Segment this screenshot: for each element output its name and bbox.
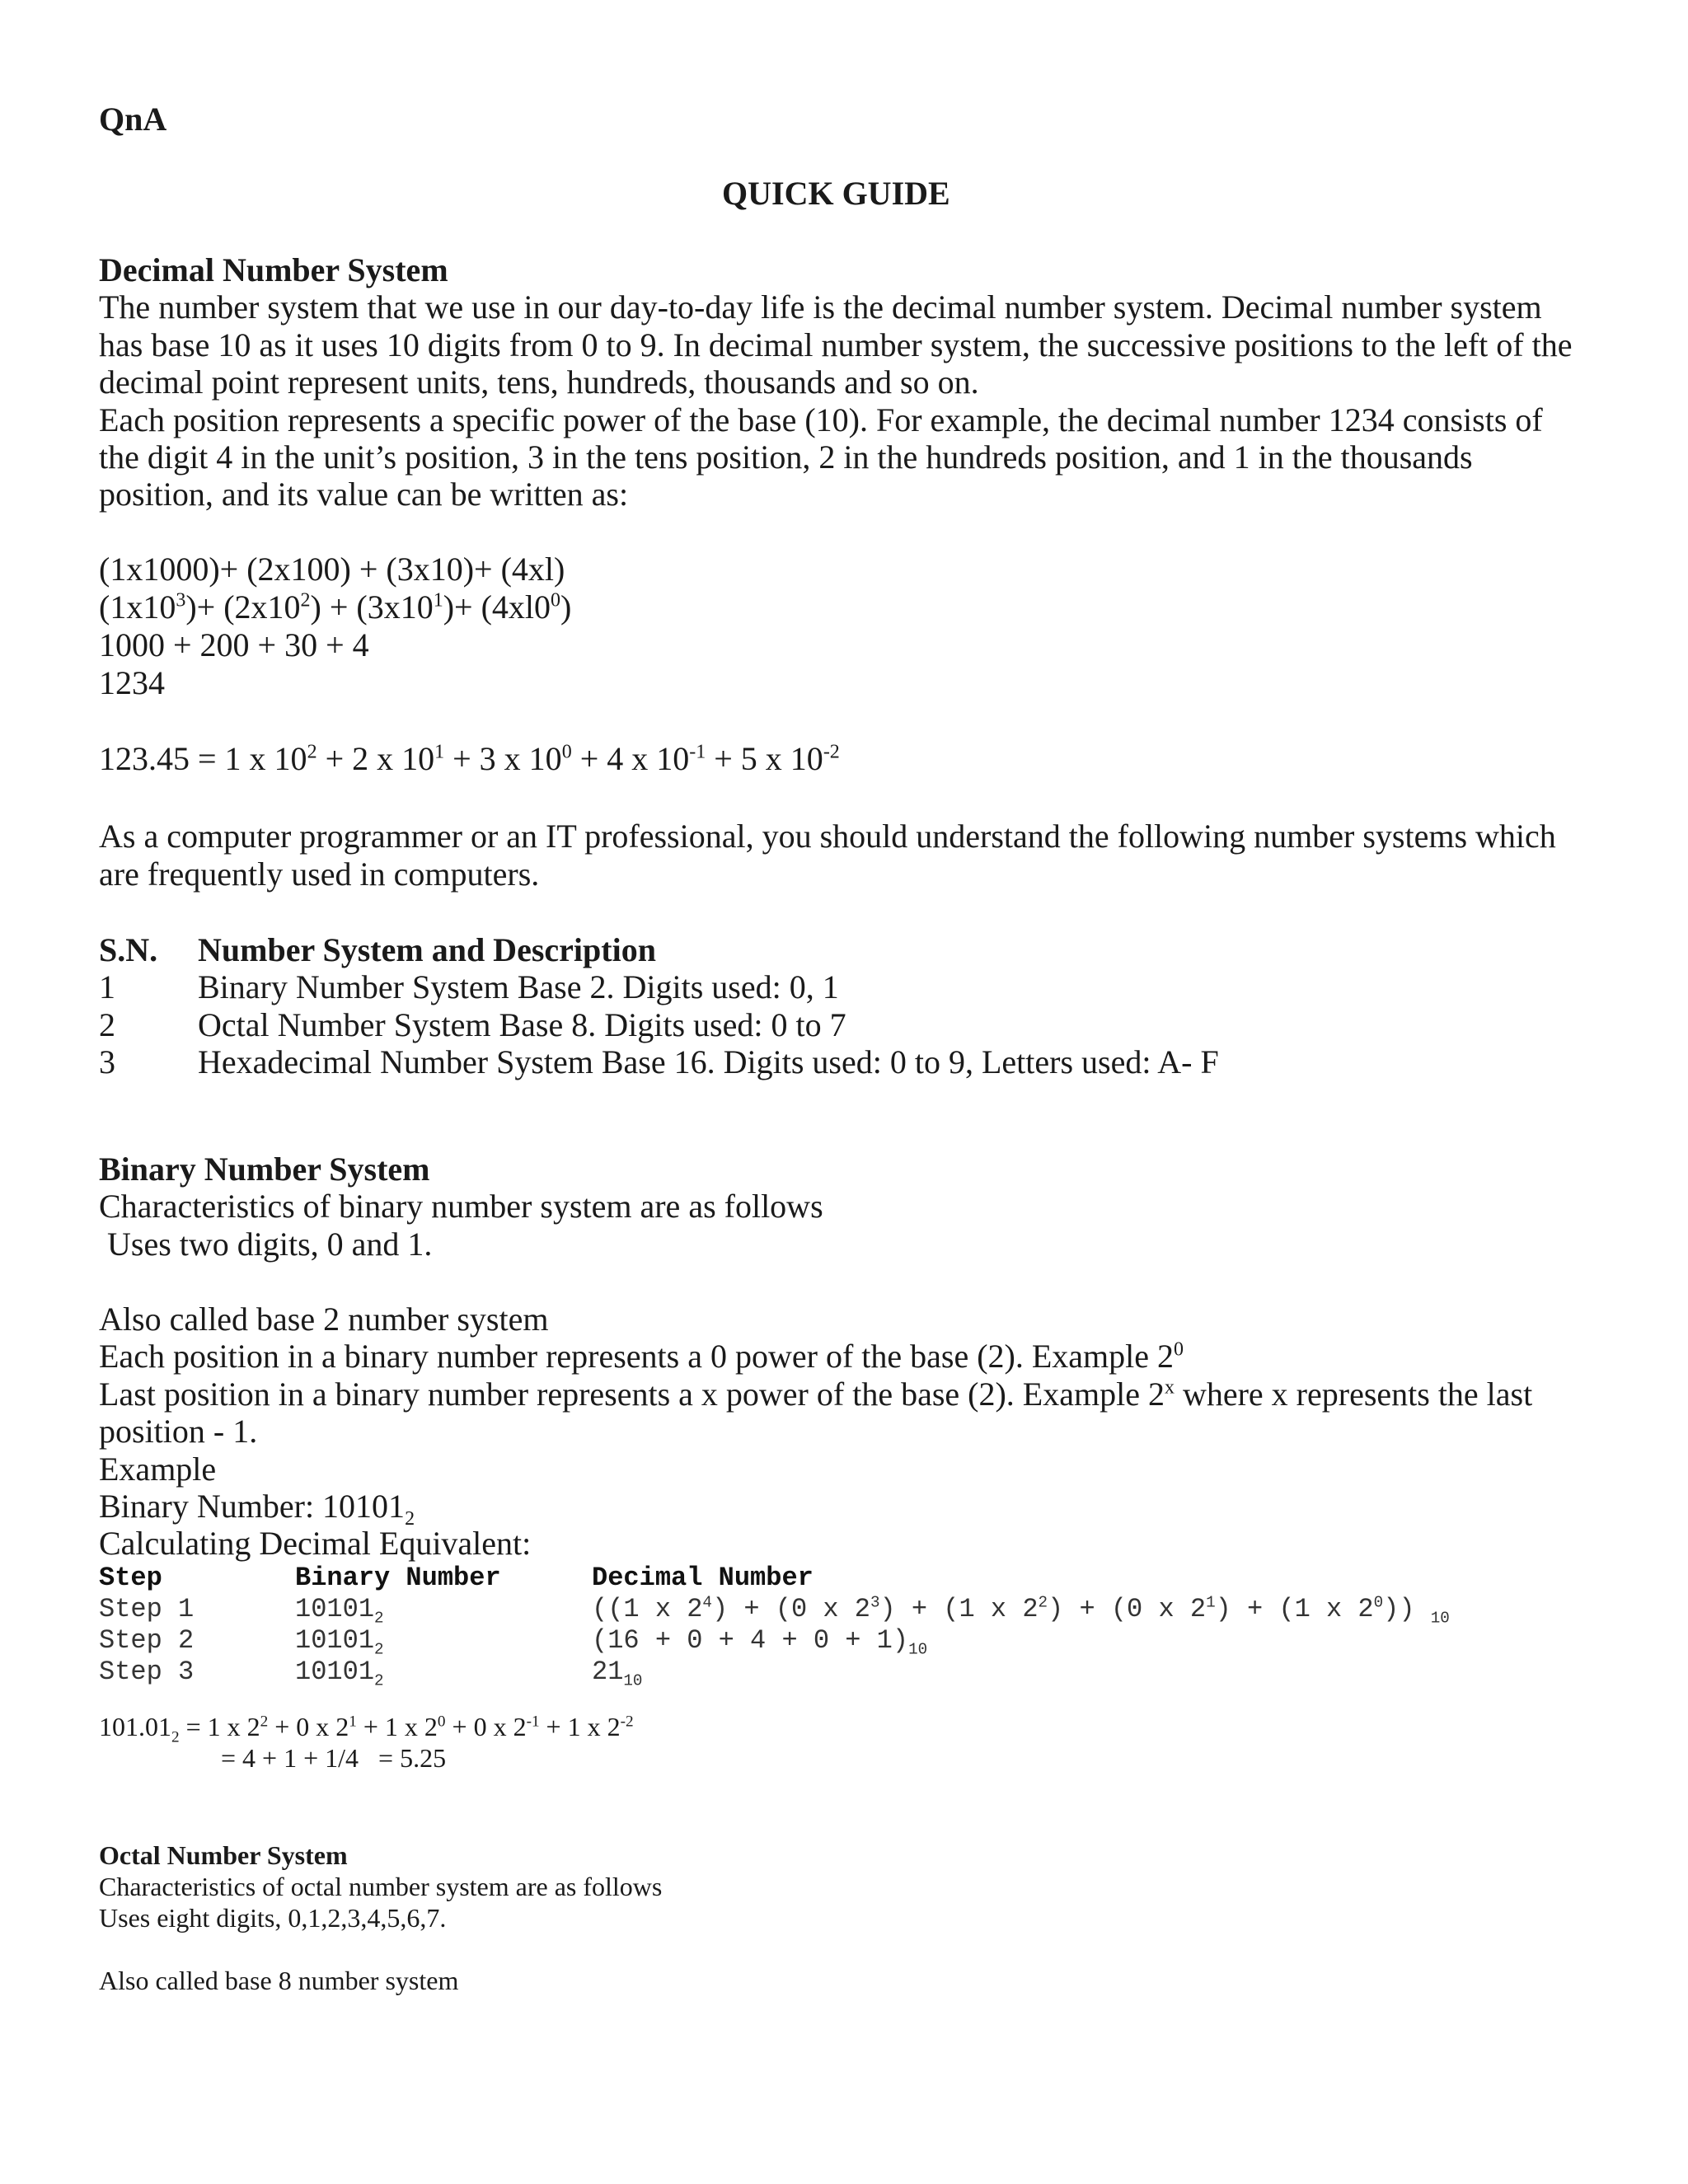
binary-last-position-line: Last position in a binary number represents a x power of the base (2). Example 2$^x$ where x represents the last [99, 1376, 1533, 1413]
table-row-sn: 3 [99, 1043, 115, 1080]
expansion-line-1: (1x1000)+ (2x100) + (3x10)+ (4xl) [99, 551, 565, 588]
steps-header-decimal: Decimal Number [592, 1563, 814, 1593]
expansion-line-3: 1000 + 200 + 30 + 4 [99, 626, 369, 663]
steps-header-binary: Binary Number [295, 1563, 501, 1593]
steps-row-binary: $10101_2$ [295, 1657, 384, 1690]
steps-row-step: Step 2 [99, 1625, 195, 1656]
steps-row-decimal: $(16 + 0 + 4 + 0 + 1)_{10}$ [592, 1625, 928, 1659]
table-header-description: Number System and Description [198, 931, 656, 968]
table-row-sn: 2 [99, 1006, 115, 1043]
binary-fraction-line-2: = 4 + 1 + 1/4 = 5.25 [221, 1743, 447, 1773]
table-row-description: Binary Number System Base 2. Digits used: 0, 1 [198, 968, 839, 1005]
decimal-line-2: has base 10 as it uses 10 digits from 0 to 9. In decimal number system, the successive positions to the left of the [99, 326, 1573, 363]
steps-row-step: Step 3 [99, 1657, 195, 1687]
steps-row-binary: $10101_2$ [295, 1594, 384, 1628]
octal-characteristics: Characteristics of octal number system are as follows [99, 1872, 663, 1901]
calc-label: Calculating Decimal Equivalent: [99, 1525, 532, 1562]
steps-row-binary: $10101_2$ [295, 1625, 384, 1659]
steps-row-decimal: ((1 x $2^4) + (0$ x $2^3) + (1$ x $2^2) + (0$ x $2^1) + (1$ x $2^0$)) $_{10}$ [592, 1593, 1450, 1628]
expansion-line-4: 1234 [99, 664, 165, 701]
binary-heading: Binary Number System [99, 1151, 430, 1188]
table-row-sn: 1 [99, 968, 115, 1005]
steps-header-step: Step [99, 1563, 162, 1593]
binary-uses-line: Uses two digits, 0 and 1. [99, 1226, 433, 1263]
binary-fraction-line-1: $101.01_2 = 1$ x $2^2 + 0$ x $2^1 + 1$ x $2^0 + 0$ x $2^{-1} + 1$ x $2^{-2}$ [99, 1712, 634, 1746]
decimal-line-3: decimal point represent units, tens, hundreds, thousands and so on. [99, 363, 979, 401]
table-row-description: Octal Number System Base 8. Digits used: 0 to 7 [198, 1006, 846, 1043]
table-row-description: Hexadecimal Number System Base 16. Digits used: 0 to 9, Letters used: A- F [198, 1043, 1219, 1080]
binary-number-line: Binary Number: $10101_2$ [99, 1488, 415, 1530]
octal-also-line: Also called base 8 number system [99, 1966, 459, 1995]
decimal-line-5: the digit 4 in the unit’s position, 3 in the tens position, 2 in the hundreds position, and 1 in the thousands [99, 438, 1473, 476]
decimal-line-1: The number system that we use in our day-to-day life is the decimal number system. Decimal number system [99, 288, 1542, 326]
table-header-sn: S.N. [99, 931, 158, 968]
octal-heading: Octal Number System [99, 1840, 348, 1870]
expansion-line-2: $(1x10^3)+ (2x10^2) + (3x10^1)+ (4xl0^0)$ [99, 588, 572, 626]
decimal-line-4: Each position represents a specific power of the base (10). For example, the decimal number 1234 consists of [99, 401, 1543, 438]
binary-characteristics: Characteristics of binary number system are as follows [99, 1188, 823, 1225]
qna-label: QnA [99, 101, 167, 138]
decimal-heading: Decimal Number System [99, 251, 448, 288]
intro-line-2: are frequently used in computers. [99, 855, 540, 893]
decimal-fraction-line: 123.45 = 1 x $10^2 + 2$ x $10^1 + 3$ x $10^0 + 4$ x $10^{-1} + 5$ x $10^{-2}$ [99, 740, 840, 777]
intro-line-1: As a computer programmer or an IT professional, you should understand the following number systems which [99, 818, 1556, 855]
steps-row-decimal: $21_{10}$ [592, 1657, 643, 1690]
binary-example-label: Example [99, 1451, 217, 1488]
page-title: QUICK GUIDE [722, 175, 950, 212]
binary-last-position-line-2: position - 1. [99, 1413, 258, 1450]
binary-also-line: Also called base 2 number system [99, 1301, 549, 1338]
octal-uses-line: Uses eight digits, 0,1,2,3,4,5,6,7. [99, 1903, 447, 1933]
steps-row-step: Step 1 [99, 1594, 195, 1624]
binary-each-position-line: Each position in a binary number represents a 0 power of the base (2). Example $2^0$ [99, 1338, 1184, 1375]
decimal-line-6: position, and its value can be written as: [99, 476, 629, 513]
